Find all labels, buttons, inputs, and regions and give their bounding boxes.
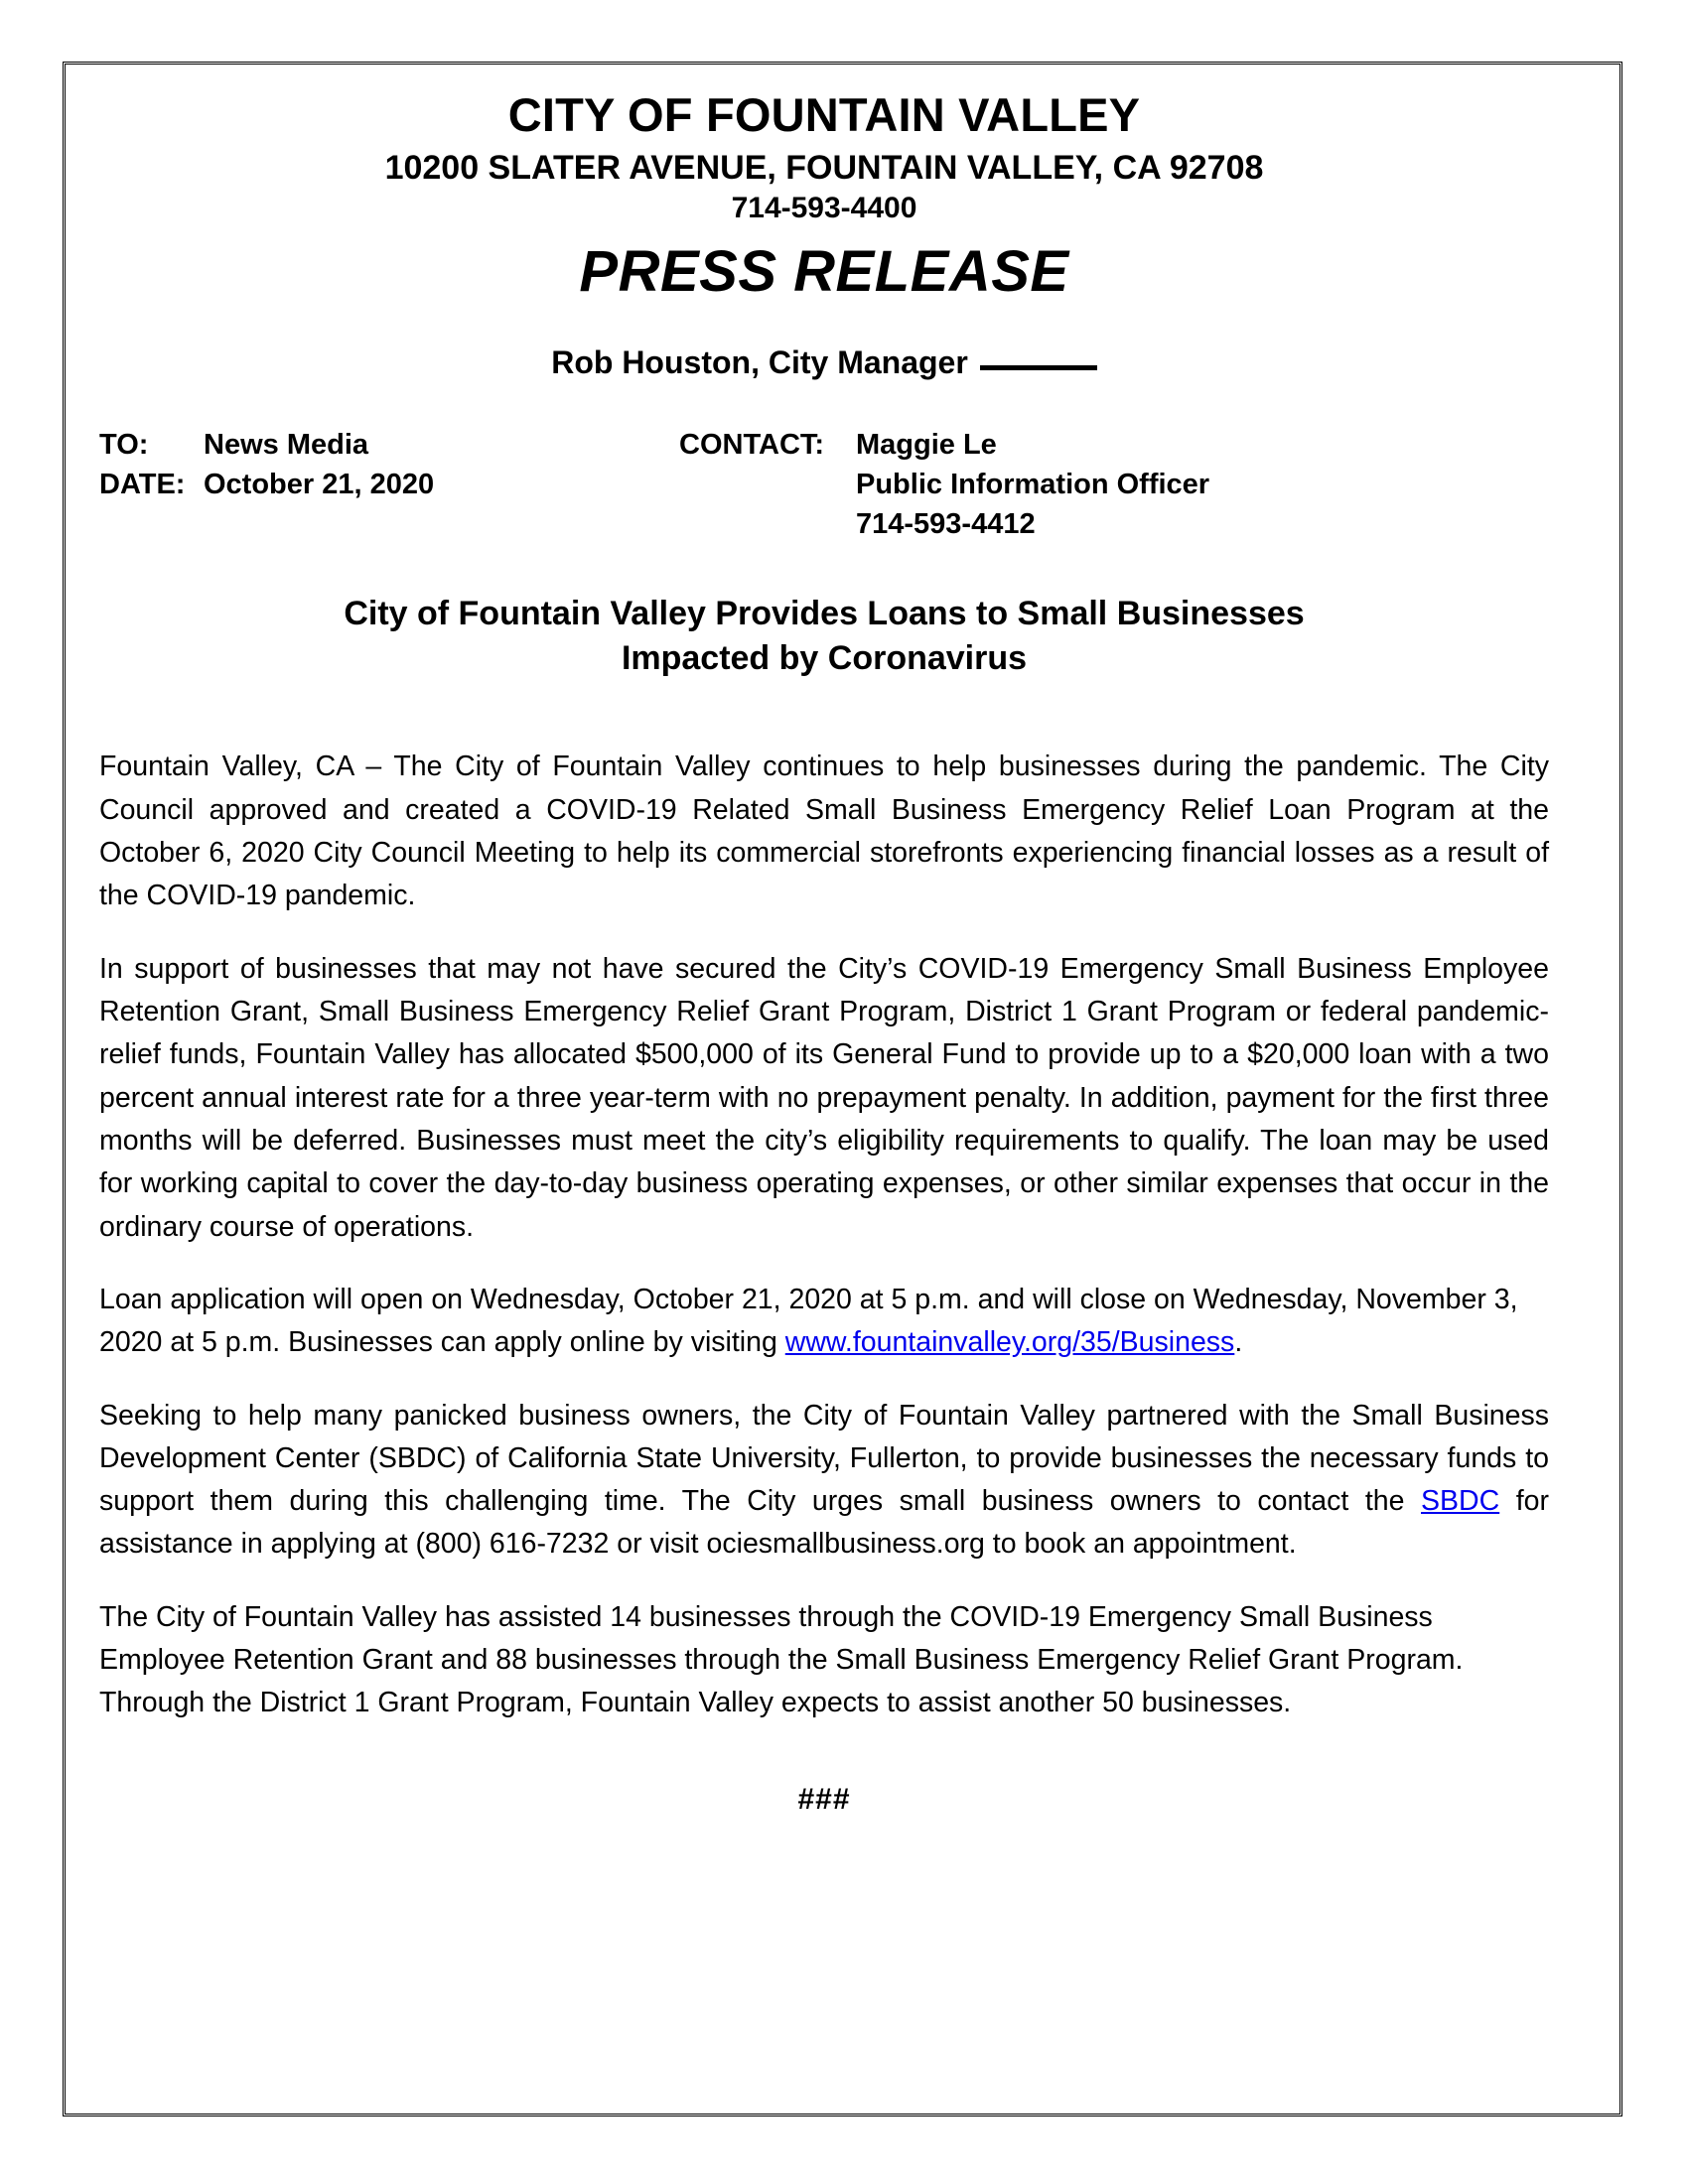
end-mark: ### [797,1782,851,1816]
masthead [99,89,1549,305]
paragraph-3-text-before-link: Loan application will open on Wednesday, October 21, 2020 at 5 p.m. and will close on Wednesday, November 3, 2020 at 5 p.m. Businesses can apply online by visiting [99,1283,1518,1359]
body-paragraph-2: In support of businesses that may not have secured the City’s COVID-19 Emergency Small Business Employee Retention Grant, Small Business Emergency Relief Grant Program, District 1 Grant Program or federal pandemic-relief funds, Fountain Valley has allocated $500,000 of its General Fund to provide up to a $20,000 loan with a two percent annual interest rate for a three year-term with no prepayment penalty. In addition, payment for the first three months will be deferred. Businesses must meet the city’s eligibility requirements to qualify. The loan may be used for working capital to cover the day-to-day business operating expenses, or other similar expenses that occur in the ordinary course of operations. [99,952,1549,1243]
body-paragraph-5: The City of Fountain Valley has assisted 14 businesses through the COVID-19 Emergency Small Business Employee Retention Grant and 88 businesses through the Small Business Emergency Relief Grant Program. Through the District 1 Grant Program, Fountain Valley expects to assist another 50 businesses. [99,1600,1464,1719]
contact-phone: 714-593-4412 [856,507,1036,540]
date-row [99,465,434,504]
sbdc-link[interactable]: SBDC [1421,1485,1500,1518]
headline-line-2: Impacted by Coronavirus [621,638,1028,677]
page-title: PRESS RELEASE [579,238,1069,304]
to-label: TO: [99,428,149,461]
organization-phone: 714-593-4400 [731,191,917,224]
date-value: October 21, 2020 [204,468,435,500]
to-value: News Media [204,428,368,461]
to-row [99,425,434,465]
contact-row [679,425,1209,465]
body-paragraph-4 [99,1395,1549,1567]
organization-name: CITY OF FOUNTAIN VALLEY [507,88,1141,141]
organization-address: 10200 SLATER AVENUE, FOUNTAIN VALLEY, CA 92708 [384,148,1264,187]
body-paragraph-1: Fountain Valley, CA – The City of Fountain Valley continues to help businesses during the pandemic. The City Council approved and created a COVID-19 Related Small Business Emergency Relief Loan Program at the October 6, 2020 City Council Meeting to help its commercial storefronts experiencing financial losses as a result of the COVID-19 pandemic. [99,751,1549,912]
paragraph-4-text-after-link: for assistance in applying at (800) 616-7232 or visit ociesmallbusiness.org to book an appointment. [99,1485,1549,1561]
paragraph-3-text-after-link: . [1234,1326,1243,1359]
recipient-block [99,425,434,504]
meta-block [99,425,1549,544]
headline-line-1: City of Fountain Valley Provides Loans to Small Businesses [344,594,1305,632]
fountainvalley-business-link[interactable]: www.fountainvalley.org/35/Business [784,1326,1235,1359]
paragraph-4-text-before-link: Seeking to help many panicked business owners, the City of Fountain Valley partnered with the Small Business Development Center (SBDC) of California State University, Fullerton, to provide businesses the necessary funds to support them during this challenging time. The City urges small business owners to contact the [99,1399,1549,1518]
signatory-name: Rob Houston, City Manager [551,343,968,380]
signature-blank-line [980,364,1097,370]
contact-label: CONTACT: [679,428,825,461]
contact-name: Maggie Le [856,428,997,461]
contact-block [679,425,1209,544]
body-paragraph-3 [99,1279,1549,1365]
article-headline [99,592,1549,681]
date-label: DATE: [99,468,186,500]
contact-title: Public Information Officer [856,468,1210,500]
article-body [99,746,1549,1724]
signatory-line [99,344,1549,381]
document-content [99,62,1549,1817]
